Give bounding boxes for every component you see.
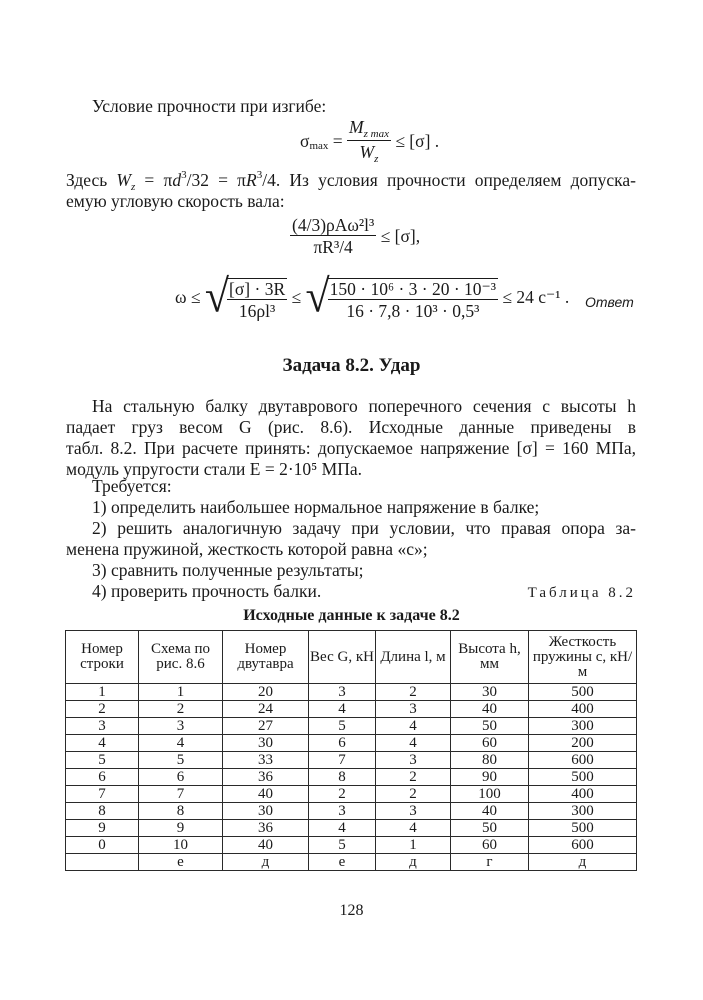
table-row — [66, 752, 637, 769]
table-cell: д — [223, 854, 309, 871]
header-height: Высота h, мм — [451, 631, 529, 684]
table-cell: 2 — [309, 786, 376, 803]
table-cell: 8 — [139, 803, 223, 820]
table-cell: 9 — [66, 820, 139, 837]
table-cell: 8 — [309, 769, 376, 786]
formula-omega-result — [175, 272, 569, 322]
table-row — [66, 769, 637, 786]
text-fragment: Здесь — [66, 170, 117, 190]
table-cell: 1 — [66, 684, 139, 701]
table-cell: г — [451, 854, 529, 871]
radical-icon: √ — [204, 270, 230, 323]
section-modulus-symbol: W — [359, 142, 375, 162]
table-row — [66, 684, 637, 701]
table-cell: 24 — [223, 701, 309, 718]
table-cell: 40 — [223, 786, 309, 803]
table-cell: 36 — [223, 769, 309, 786]
table-cell: 500 — [529, 684, 637, 701]
table-row — [66, 837, 637, 854]
table-row — [66, 735, 637, 752]
table-cell: 60 — [451, 837, 529, 854]
sigma-symbol: σ — [300, 131, 310, 151]
table-cell: 40 — [223, 837, 309, 854]
table-row — [66, 718, 637, 735]
formula-sigma-max — [300, 117, 439, 166]
equals-sign: = — [328, 131, 348, 151]
table-cell: 400 — [529, 701, 637, 718]
sqrt-numeric — [305, 272, 498, 322]
w-symbol: W — [116, 170, 131, 190]
table-cell: 500 — [529, 769, 637, 786]
table-cell: 600 — [529, 752, 637, 769]
table-cell — [66, 854, 139, 871]
table-title: Исходные данные к задаче 8.2 — [243, 607, 460, 624]
table-cell: 27 — [223, 718, 309, 735]
table-cell: 40 — [451, 803, 529, 820]
moment-subscript: z max — [363, 128, 389, 140]
table-cell: 20 — [223, 684, 309, 701]
table-cell: 4 — [376, 820, 451, 837]
table-row — [66, 786, 637, 803]
table-cell: 6 — [309, 735, 376, 752]
table-cell: 30 — [223, 803, 309, 820]
table-cell: 5 — [66, 752, 139, 769]
table-row — [66, 701, 637, 718]
header-scheme: Схема по рис. 8.6 — [139, 631, 223, 684]
table-cell: 4 — [309, 820, 376, 837]
table-cell: 2 — [376, 684, 451, 701]
table-cell: 3 — [309, 684, 376, 701]
radical-icon: √ — [305, 270, 330, 323]
task-heading: Задача 8.2. Удар — [282, 355, 421, 376]
table-cell: 2 — [376, 769, 451, 786]
table-row — [66, 854, 637, 871]
table-number-label: Таблица 8.2 — [527, 585, 636, 601]
d-symbol: d — [172, 170, 182, 190]
requirements-title: Требуется: — [92, 476, 172, 496]
table-cell: 4 — [66, 735, 139, 752]
exponent: 3 — [256, 169, 263, 181]
answer-label: Ответ — [585, 294, 634, 310]
page-number: 128 — [339, 902, 364, 919]
requirement-4: 4) проверить прочность балки. — [92, 581, 322, 601]
table-cell: 300 — [529, 803, 637, 820]
table-cell: 300 — [529, 718, 637, 735]
table-cell: 30 — [451, 684, 529, 701]
numerator: (4/3)ρAω²l³ — [292, 215, 375, 235]
table-cell: 9 — [139, 820, 223, 837]
fraction-m-over-w — [347, 117, 391, 166]
table-row — [66, 803, 637, 820]
table-cell: 3 — [376, 803, 451, 820]
table-cell: 400 — [529, 786, 637, 803]
table-cell: 1 — [139, 684, 223, 701]
numerator: [σ] · 3R — [229, 279, 286, 299]
section-modulus-subscript: z — [374, 153, 379, 165]
table-cell: е — [309, 854, 376, 871]
table-cell: д — [376, 854, 451, 871]
inequality-rhs: ≤ [σ], — [376, 226, 421, 246]
w-subscript: z — [130, 181, 136, 193]
table-cell: д — [529, 854, 637, 871]
problem-line-3: табл. 8.2. При расчете принять: допускаемое напряжение [σ] = 160 МПа, — [66, 438, 636, 458]
header-row-number: Номер строки — [66, 631, 139, 684]
table-cell: 7 — [309, 752, 376, 769]
omega-lhs: ω ≤ — [175, 286, 205, 307]
inequality-sign: ≤ — [287, 286, 306, 307]
denominator: πR³/4 — [313, 237, 353, 257]
table-cell: 3 — [376, 701, 451, 718]
table-cell: 2 — [139, 701, 223, 718]
section-modulus-text-line2: емую угловую скорость вала: — [66, 191, 285, 211]
header-ibeam-number: Номер двутавра — [223, 631, 309, 684]
problem-line-4: модуль упругости стали E = 2·10⁵ МПа. — [66, 459, 362, 479]
table-cell: 6 — [66, 769, 139, 786]
text-fragment: /32 = π — [186, 170, 247, 190]
text-fragment: = π — [135, 170, 173, 190]
table-cell: 7 — [139, 786, 223, 803]
table-cell: 600 — [529, 837, 637, 854]
requirement-2: 2) решить аналогичную задачу при условии, что правая опора за- — [92, 518, 636, 538]
table-cell: 10 — [139, 837, 223, 854]
numerator: 150 · 10⁶ · 3 · 20 · 10⁻³ — [329, 279, 497, 299]
table-cell: 60 — [451, 735, 529, 752]
requirement-2-cont: менена пружиной, жесткость которой равна «с»; — [66, 539, 428, 559]
table-cell: 5 — [309, 837, 376, 854]
table-cell: 80 — [451, 752, 529, 769]
table-cell: 90 — [451, 769, 529, 786]
bending-strength-condition-text: Условие прочности при изгибе: — [92, 96, 327, 116]
moment-symbol: M — [349, 117, 364, 137]
problem-line-2: падает груз весом G (рис. 8.6). Исходные данные приведены в — [66, 417, 636, 437]
table-cell: 3 — [376, 752, 451, 769]
table-cell: 3 — [66, 718, 139, 735]
table-cell: 5 — [309, 718, 376, 735]
header-spring-stiffness: Жесткость пружины c, кН/м — [529, 631, 637, 684]
requirement-1: 1) определить наибольшее нормальное напряжение в балке; — [92, 497, 540, 517]
table-cell: 4 — [376, 718, 451, 735]
table-cell: 30 — [223, 735, 309, 752]
table-cell: 8 — [66, 803, 139, 820]
header-weight: Вес G, кН — [309, 631, 376, 684]
table-cell: 5 — [139, 752, 223, 769]
result-value: ≤ 24 с⁻¹ . — [498, 286, 570, 307]
table-cell: 6 — [139, 769, 223, 786]
r-symbol: R — [246, 170, 257, 190]
table-cell: 36 — [223, 820, 309, 837]
table-cell: 2 — [66, 701, 139, 718]
sigma-subscript: max — [309, 139, 329, 152]
exponent: 3 — [181, 169, 187, 181]
table-cell: 100 — [451, 786, 529, 803]
table-cell: 3 — [139, 718, 223, 735]
denominator: 16 · 7,8 · 10³ · 0,5³ — [346, 301, 480, 321]
table-row — [66, 820, 637, 837]
table-cell: 4 — [376, 735, 451, 752]
requirement-3: 3) сравнить полученные результаты; — [92, 560, 364, 580]
table-cell: 33 — [223, 752, 309, 769]
allowed-stress-rhs: ≤ [σ] . — [390, 131, 440, 151]
table-cell: 500 — [529, 820, 637, 837]
formula-strength-inequality — [290, 215, 420, 258]
table-cell: 1 — [376, 837, 451, 854]
table-header-row — [66, 631, 637, 684]
table-cell: 7 — [66, 786, 139, 803]
input-data-table — [65, 630, 637, 871]
sqrt-symbolic — [205, 272, 287, 322]
table-cell: 2 — [376, 786, 451, 803]
table-cell: 50 — [451, 820, 529, 837]
header-length: Длина l, м — [376, 631, 451, 684]
table-cell: 200 — [529, 735, 637, 752]
fraction-inertia-over-modulus — [290, 215, 376, 258]
table-cell: 4 — [309, 701, 376, 718]
table-cell: 40 — [451, 701, 529, 718]
denominator: 16ρl³ — [238, 301, 276, 321]
table-cell: 0 — [66, 837, 139, 854]
table-cell: е — [139, 854, 223, 871]
problem-line-1: На стальную балку двутаврового поперечного сечения с высоты h — [92, 396, 636, 416]
table-cell: 3 — [309, 803, 376, 820]
table-cell: 4 — [139, 735, 223, 752]
text-fragment: /4. Из условия прочности определяем допуска- — [262, 170, 636, 190]
table-cell: 50 — [451, 718, 529, 735]
